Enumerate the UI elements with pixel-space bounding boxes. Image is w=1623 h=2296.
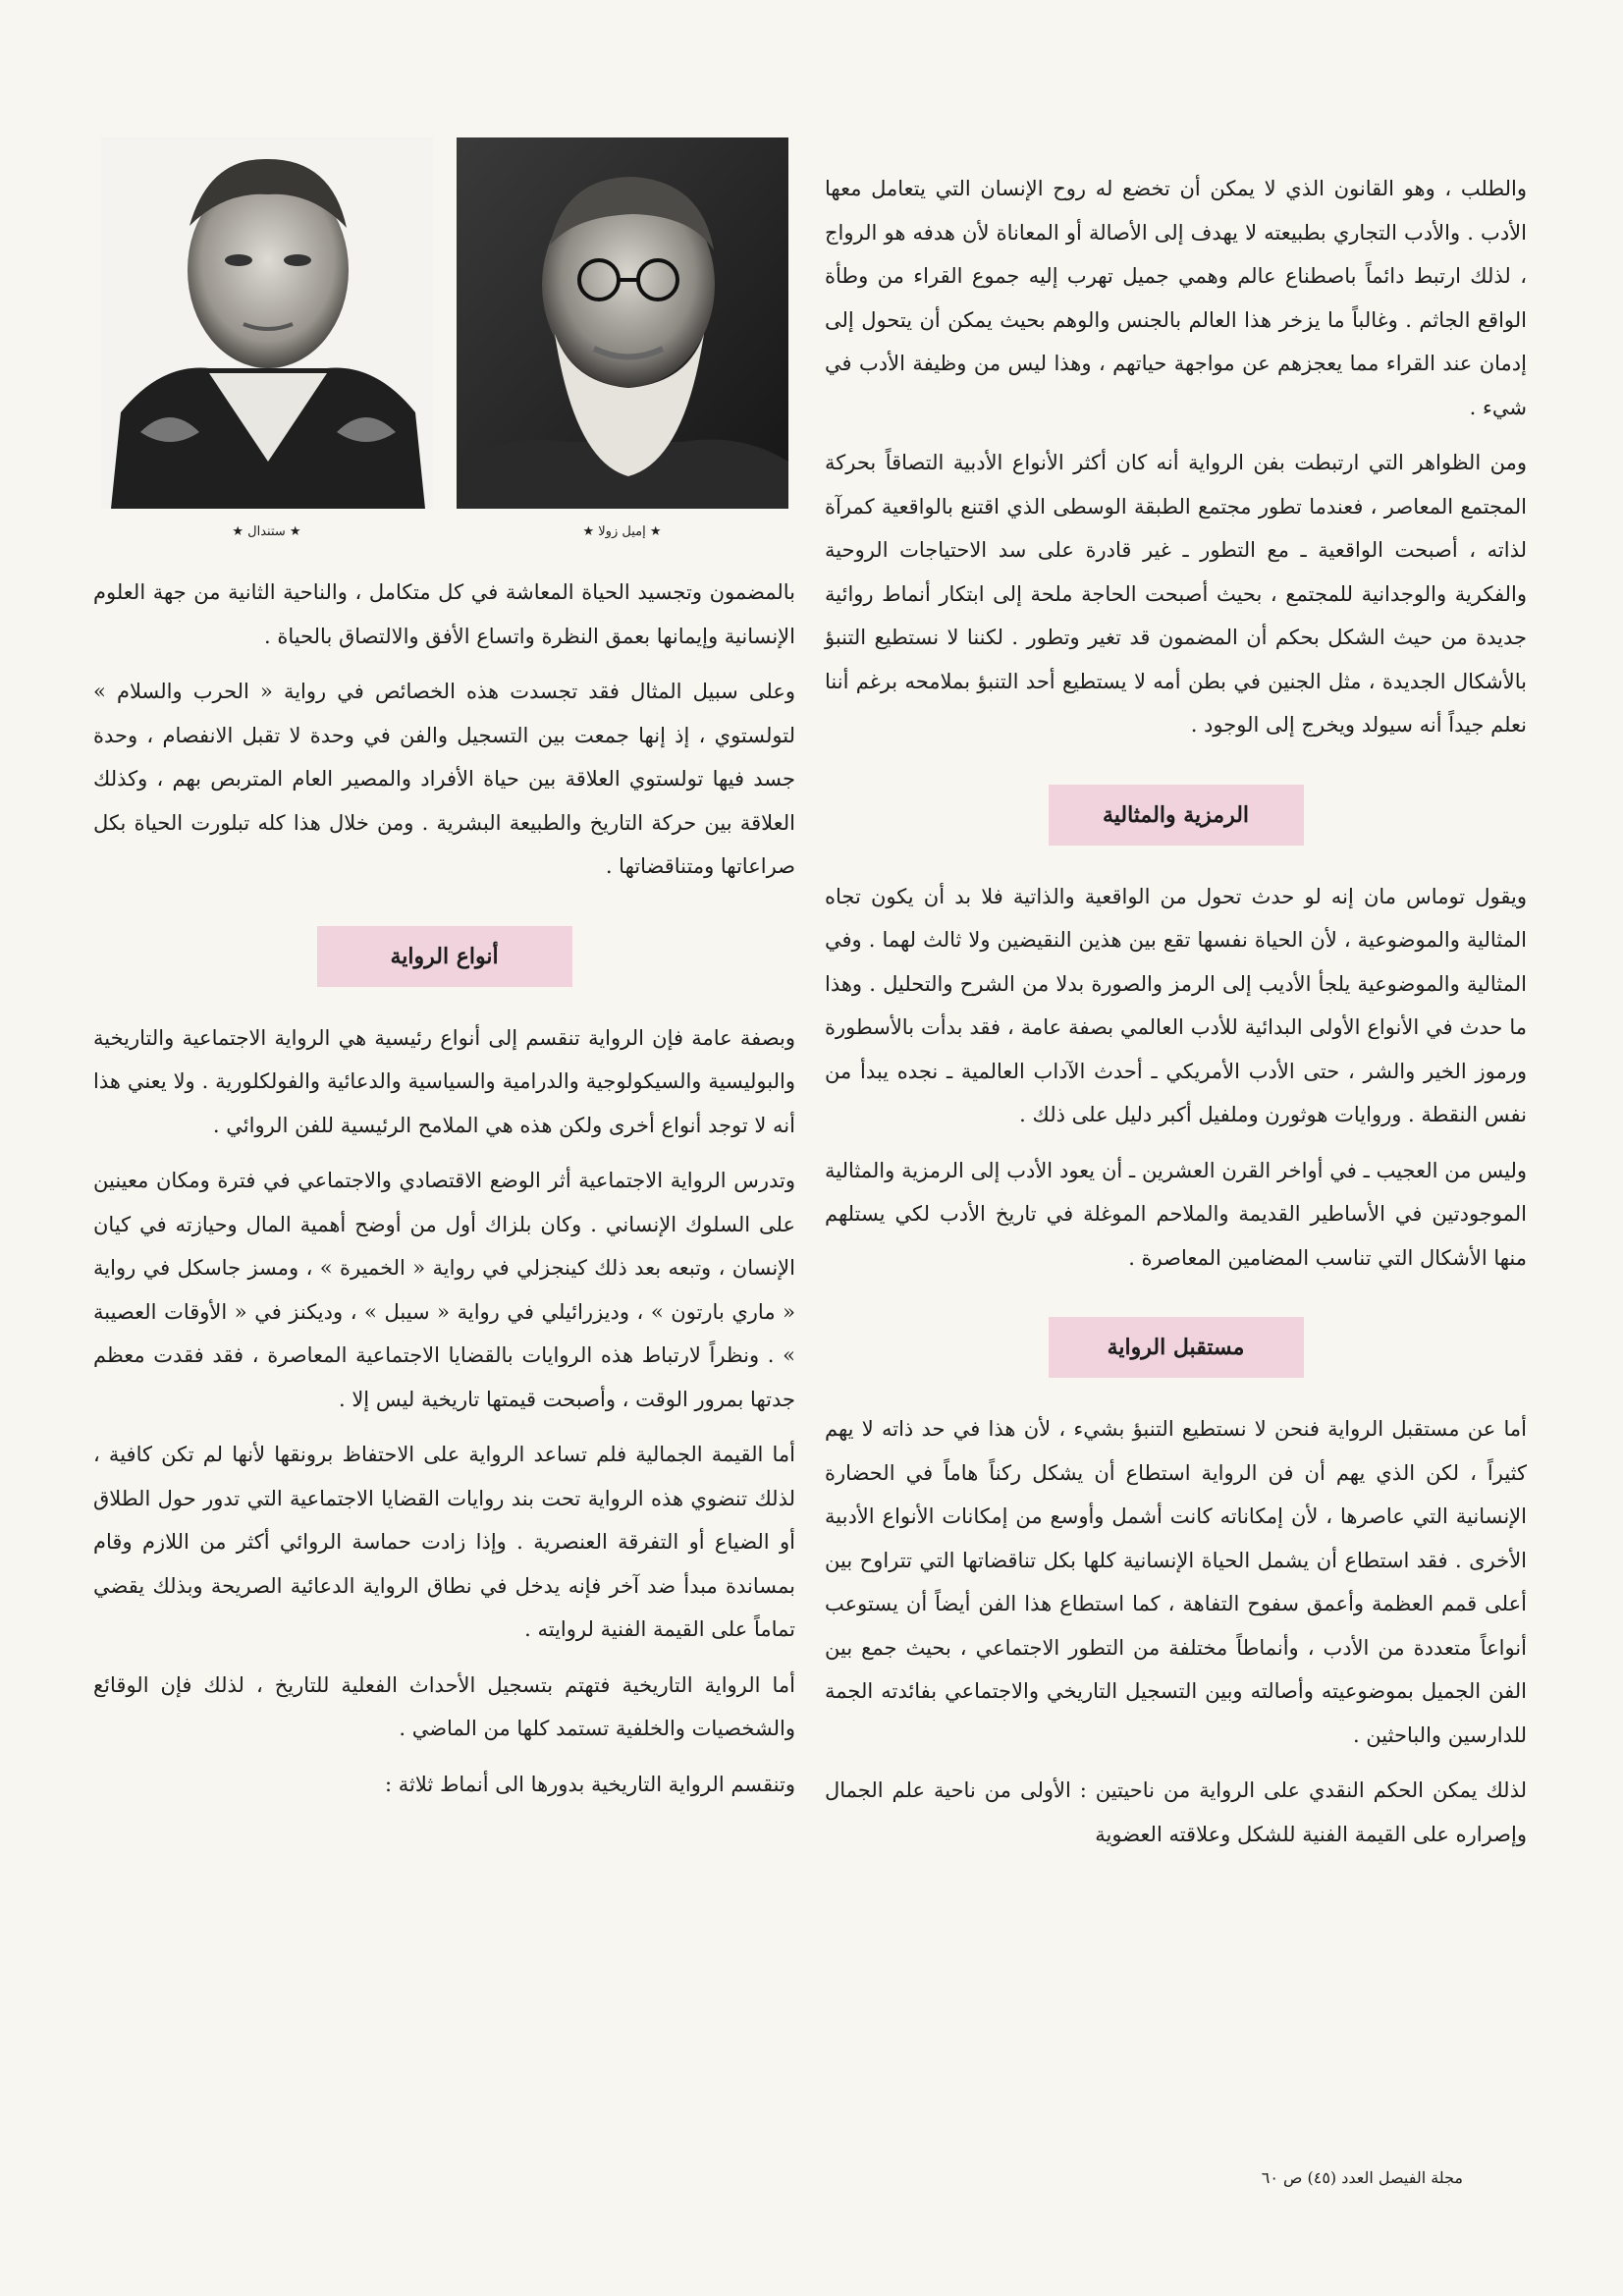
paragraph: والطلب ، وهو القانون الذي لا يمكن أن تخضع له روح الإنسان التي يتعامل معها الأدب . والأدب التجاري بطبيعته لا يهدف إلى الأصالة أو المعاناة لأن هدفه هو الرواج ، لذلك ارتبط دائماً باصطناع عالم وهمي جميل تهرب إليه جموع القراء من وطأة الواقع الجاثم . وغالباً ما يزخر هذا العالم بالجنس والوهم بحيث يمكن أن يتحول إلى إدمان عند القراء مما يعجزهم عن مواجهة حياتهم ، وهذا ليس من وظيفة الأدب في شيء . (825, 177, 1527, 419)
portrait-stendhal (101, 137, 433, 539)
paragraph: وتدرس الرواية الاجتماعية أثر الوضع الاقتصادي والاجتماعي في فترة ومكان معينين على السلوك الإنساني . وكان بلزاك أول من أوضح أهمية المال وحيازته في كيان الإنسان ، وتبعه بعد ذلك كينجزلي في رواية « الخميرة » ، ومسز جاسكل في رواية « ماري بارتون » ، وديزرائيلي في رواية « سيبل » ، وديكنز في « الأوقات العصيبة » . ونظراً لارتباط هذه الروايات بالقضايا الاجتماعية المعاصرة ، فقد فقدت معظم جدتها بمرور الوقت ، وأصبحت قيمتها تاريخية ليس إلا . (93, 1169, 795, 1411)
portrait-photo-zola (457, 137, 788, 509)
paragraph: أما عن مستقبل الرواية فنحن لا نستطيع التنبؤ بشيء ، لأن هذا في حد ذاته لا يهم كثيراً ، لكن الذي يهم أن فن الرواية استطاع أن يشكل ركناً هاماً في الحضارة الإنسانية التي عاصرها ، لأن إمكاناته كانت أشمل وأوسع من إمكانات الأنواع الأدبية الأخرى . فقد استطاع أن يشمل الحياة الإنسانية كلها بكل تناقضاتها التي تتراوح بين أعلى قمم العظمة وأعمق سفوح التفاهة ، كما استطاع هذا الفن أيضاً أن يستوعب أنواعاً متعددة من الأدب ، وأنماطاً مختلفة من التطور الاجتماعي ، بحيث جمع بين الفن الجميل بموضوعيته وأصالته وبين التسجيل التاريخي والاجتماعي بفائدته الجمة للدارسين والباحثين . (825, 1417, 1527, 1747)
paragraph: لذلك يمكن الحكم النقدي على الرواية من ناحيتين : الأولى من ناحية علم الجمال وإصراره على القيمة الفنية للشكل وعلاقته العضوية (825, 1778, 1527, 1846)
stendhal-portrait-image (101, 137, 433, 509)
paragraph: ويقول توماس مان إنه لو حدث تحول من الواقعية والذاتية فلا بد أن يكون تجاه المثالية والموضوعية ، لأن الحياة نفسها تقع بين هذين النقيضين ولا ثالث لهما . وفي المثالية والموضوعية يلجأ الأديب إلى الرمز والصورة بدلا من الشرح والتحليل . وهذا ما حدث في الأنواع الأولى البدائية للأدب العالمي بصفة عامة ، فقد بدأت بالأسطورة ورموز الخير والشر ، حتى الأدب الأمريكي ـ أحدث الآداب العالمية ـ نجده يبدأ من نفس النقطة . وروايات هوثورن وملفيل أكبر دليل على ذلك . (825, 884, 1527, 1126)
paragraph: بالمضمون وتجسيد الحياة المعاشة في كل متكامل ، والناحية الثانية من جهة العلوم الإنسانية وإيمانها بعمق النظرة واتساع الأفق والالتصاق بالحياة . (93, 580, 795, 648)
paragraph: ومن الظواهر التي ارتبطت بفن الرواية أنه كان أكثر الأنواع الأدبية التصاقاً بحركة المجتمع المعاصر ، فعندما تطور مجتمع الطبقة الوسطى الذي اقتنع بالواقعية كمرآة لذاته ، أصبحت الواقعية ـ مع التطور ـ غير قادرة على سد الاحتياجات الروحية والفكرية والوجدانية للمجتمع ، بحيث أصبحت الحاجة ملحة إلى ابتكار أنماط روائية جديدة من حيث الشكل بحكم أن المضمون قد تغير وتطور . لكننا لا نستطيع التنبؤ بالأشكال الجديدة ، مثل الجنين في بطن أمه لا يستطيع أحد التنبؤ بملامحه برغم أننا نعلم جيداً أنه سيولد ويخرج إلى الوجود . (825, 451, 1527, 737)
caption-stendhal: ★ ستندال ★ (232, 524, 301, 539)
section-heading-future: مستقبل الرواية (1049, 1317, 1304, 1378)
paragraph: أما القيمة الجمالية فلم تساعد الرواية على الاحتفاظ برونقها لأنها لم تكن كافية ، لذلك تنضوي هذه الرواية تحت بند روايات القضايا الاجتماعية التي تدور حول الطلاق أو الضياع أو التفرقة العنصرية . وإذا زادت حماسة الروائي أكثر من اللازم وقام بمساندة مبدأ ضد آخر فإنه يدخل في نطاق الرواية الدعائية الصريحة وبذلك يقضي تماماً على القيمة الفنية لروايته . (93, 1443, 795, 1641)
zola-portrait-image (457, 137, 788, 509)
portrait-photo-stendhal (101, 137, 433, 509)
left-column (93, 137, 795, 1818)
paragraph: وتنقسم الرواية التاريخية بدورها الى أنماط ثلاثة : (385, 1772, 795, 1796)
portrait-photos (101, 137, 788, 539)
paragraph: أما الرواية التاريخية فتهتم بتسجيل الأحداث الفعلية للتاريخ ، لذلك فإن الوقائع والشخصيات والخلفية تستمد كلها من الماضي . (93, 1672, 795, 1740)
page-footer: مجلة الفيصل العدد (٤٥) ص ٦٠ (1261, 2168, 1463, 2187)
section-heading-novel-types: أنواع الرواية (317, 926, 572, 987)
section-heading-symbolism: الرمزية والمثالية (1049, 785, 1304, 846)
portrait-zola (457, 137, 788, 539)
paragraph: وبصفة عامة فإن الرواية تنقسم إلى أنواع رئيسية هي الرواية الاجتماعية والتاريخية والبوليسية والسيكولوجية والدرامية والسياسية والدعائية والفولكلورية . ولا يعني هذا أنه لا توجد أنواع أخرى ولكن هذه هي الملامح الرئيسية للفن الروائي . (93, 1025, 795, 1137)
paragraph: وعلى سبيل المثال فقد تجسدت هذه الخصائص في رواية « الحرب والسلام » لتولستوي ، إذ إنها جمعت بين التسجيل والفن في وحدة لا تقبل الانفصام ، وحدة جسد فيها تولستوي العلاقة بين حياة الأفراد والمصير العام المتربص بهم ، وكذلك العلاقة بين حركة التاريخ والطبيعة البشرية . ومن خلال هذا كله تبلورت الحياة بكل صراعاتها ومتناقضاتها . (93, 680, 795, 878)
paragraph: وليس من العجيب ـ في أواخر القرن العشرين ـ أن يعود الأدب إلى الرمزية والمثالية الموجودتين في الأساطير القديمة والملاحم الموغلة في تاريخ الأدب لكي يستلهم منها الأشكال التي تناسب المضامين المعاصرة . (825, 1158, 1527, 1270)
caption-zola: ★ إميل زولا ★ (582, 524, 662, 539)
right-column (825, 167, 1527, 1868)
